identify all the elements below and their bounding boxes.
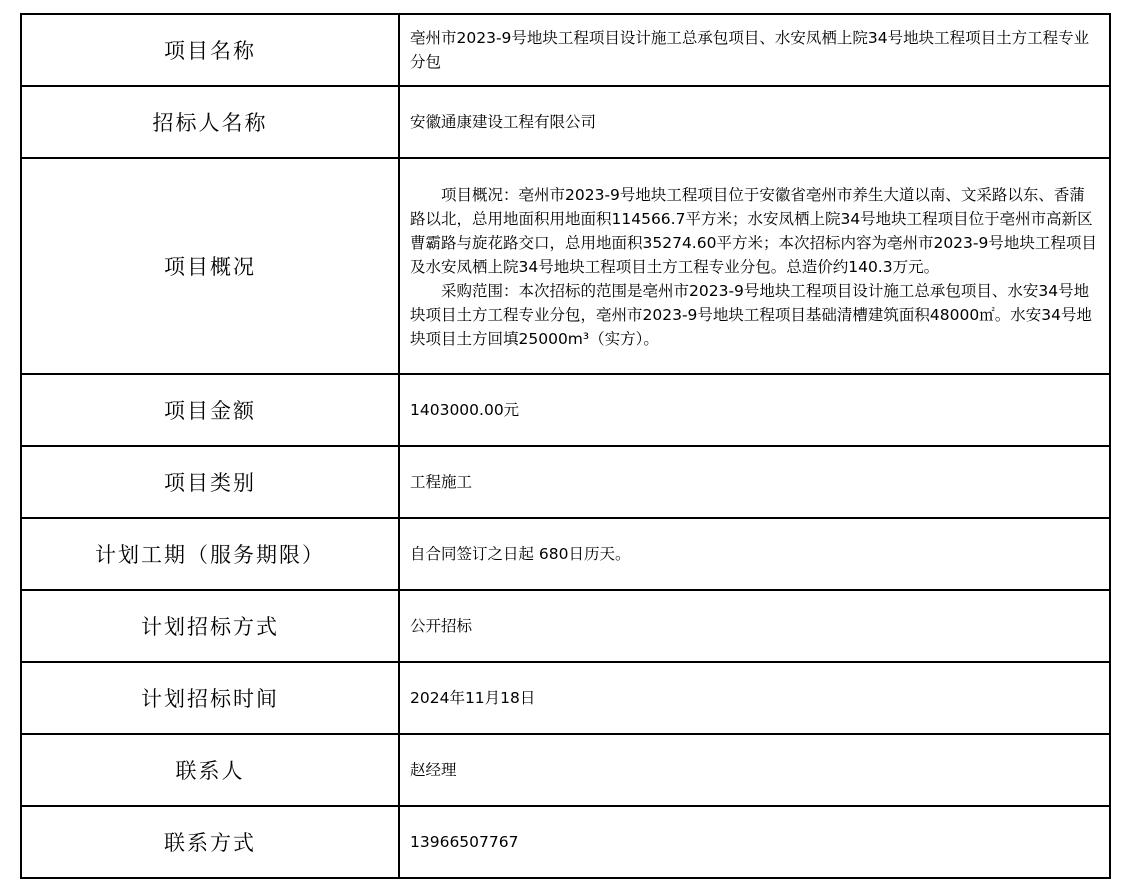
row-tender-method (21, 590, 1110, 662)
row-contact-info (21, 806, 1110, 878)
tender-method-value: 公开招标 (399, 590, 1110, 662)
project-category-label: 项目类别 (21, 446, 399, 518)
row-project-overview (21, 158, 1110, 374)
project-name-text: 亳州市2023-9号地块工程项目设计施工总承包项目、水安凤栖上院34号地块工程项目土方工程专业分包 (410, 29, 1090, 71)
contact-info-label: 联系方式 (21, 806, 399, 878)
contact-person-label: 联系人 (21, 734, 399, 806)
procurement-scope-paragraph: 采购范围：本次招标的范围是亳州市2023-9号地块工程项目设计施工总承包项目、水安34号地块项目土方工程专业分包，亳州市2023-9号地块工程项目基础清槽建筑面积48000㎡。水安34号地块项目土方回填25000m³（实方）。 (410, 282, 1092, 348)
project-amount-label: 项目金额 (21, 374, 399, 446)
project-category-value: 工程施工 (399, 446, 1110, 518)
row-tender-time (21, 662, 1110, 734)
row-contact-person (21, 734, 1110, 806)
project-name-label: 项目名称 (21, 14, 399, 86)
contact-info-value: 13966507767 (399, 806, 1110, 878)
planned-duration-value: 自合同签订之日起 680日历天。 (399, 518, 1110, 590)
project-name-value (399, 14, 1110, 86)
row-planned-duration (21, 518, 1110, 590)
tenderer-name-label: 招标人名称 (21, 86, 399, 158)
overview-paragraph: 项目概况：亳州市2023-9号地块工程项目位于安徽省亳州市养生大道以南、文采路以东、香蒲路以北，总用地面积用地面积114566.7平方米；水安凤栖上院34号地块工程项目位于亳州市高新区曹霸路与旋花路交口，总用地面积35274.60平方米；本次招标内容为亳州市2023-9号地块工程项目及水安凤栖上院34号地块工程项目土方工程专业分包。总造价约140.3万元。 (410, 186, 1097, 276)
tender-time-label: 计划招标时间 (21, 662, 399, 734)
project-amount-value: 1403000.00元 (399, 374, 1110, 446)
planned-duration-label: 计划工期（服务期限） (21, 518, 399, 590)
contact-person-value: 赵经理 (399, 734, 1110, 806)
tender-time-value: 2024年11月18日 (399, 662, 1110, 734)
row-project-amount (21, 374, 1110, 446)
row-project-name (21, 14, 1110, 86)
row-tenderer-name (21, 86, 1110, 158)
project-overview-value (399, 158, 1110, 374)
tender-method-label: 计划招标方式 (21, 590, 399, 662)
project-overview-label: 项目概况 (21, 158, 399, 374)
tender-info-table (20, 13, 1111, 879)
row-project-category (21, 446, 1110, 518)
tenderer-name-value: 安徽通康建设工程有限公司 (399, 86, 1110, 158)
